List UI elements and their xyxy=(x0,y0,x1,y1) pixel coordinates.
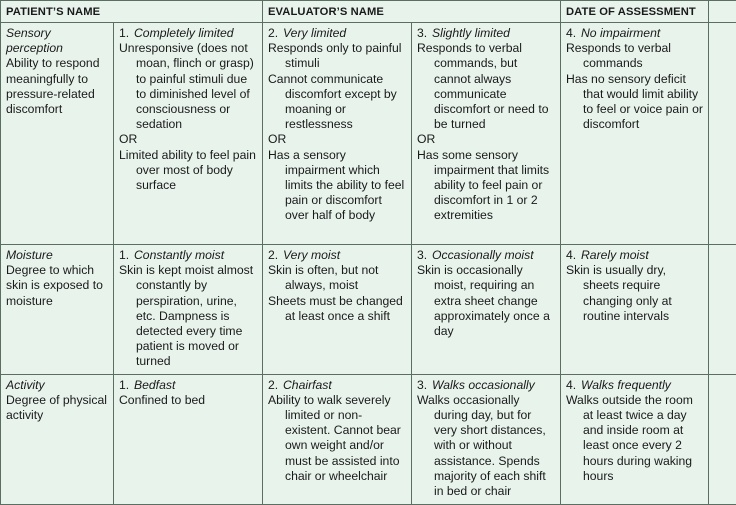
or-separator: OR xyxy=(417,132,556,147)
level-description: Has some sensory impairment that limits ability to feel pain or discomfort in 1 or 2 extremities xyxy=(417,148,556,224)
level-title-text: Occasionally moist xyxy=(432,248,534,262)
level-number: 4. xyxy=(566,248,581,263)
level-description: Has no sensory deficit that would limit ability to feel or voice pain or discomfort xyxy=(566,72,704,133)
level-description: Confined to bed xyxy=(119,393,258,408)
or-separator: OR xyxy=(119,132,258,147)
level-cell xyxy=(114,374,263,504)
table-row xyxy=(1,245,736,375)
category-cell xyxy=(1,23,114,245)
level-cell xyxy=(561,374,709,504)
category-cell xyxy=(1,245,114,375)
level-number: 3. xyxy=(417,248,432,263)
level-title xyxy=(566,378,704,393)
level-cell xyxy=(114,245,263,375)
level-title xyxy=(566,248,704,263)
level-title xyxy=(268,26,407,41)
level-number: 1. xyxy=(119,26,134,41)
level-title-text: Chairfast xyxy=(283,378,332,392)
level-number: 2. xyxy=(268,248,283,263)
level-description: Skin is usually dry, sheets require changing only at routine intervals xyxy=(566,263,704,324)
level-title-text: Very moist xyxy=(283,248,340,262)
level-description: Unresponsive (does not moan, flinch or grasp) to painful stimuli due to diminished level of consciousness or sedation xyxy=(119,41,258,132)
category-cell xyxy=(1,374,114,504)
level-number: 1. xyxy=(119,378,134,393)
level-title xyxy=(566,26,704,41)
level-description: Responds to verbal commands, but cannot always communicate discomfort or need to be turned xyxy=(417,41,556,132)
category-description: Ability to respond meaningfully to pressure-related discomfort xyxy=(6,56,109,117)
level-title xyxy=(268,248,407,263)
level-title xyxy=(417,26,556,41)
category-description: Degree to which skin is exposed to moisture xyxy=(6,263,109,309)
level-description: Responds to verbal commands xyxy=(566,41,704,71)
level-title xyxy=(119,378,258,393)
level-description: Responds only to painful stimuli xyxy=(268,41,407,71)
level-title-text: Walks frequently xyxy=(581,378,671,392)
level-title xyxy=(119,26,258,41)
table-row xyxy=(1,23,736,245)
level-title-text: Completely limited xyxy=(134,26,234,40)
category-description: Degree of physical activity xyxy=(6,393,109,423)
level-cell xyxy=(412,245,561,375)
level-title-text: No impairment xyxy=(581,26,660,40)
level-number: 2. xyxy=(268,378,283,393)
level-title-text: Rarely moist xyxy=(581,248,649,262)
level-description: Skin is kept moist almost constantly by perspiration, urine, etc. Dampness is detected every time patient is moved or turned xyxy=(119,263,258,369)
patient-name-header: PATIENT’S NAME xyxy=(1,1,263,23)
level-number: 3. xyxy=(417,26,432,41)
evaluator-name-header: EVALUATOR’S NAME xyxy=(263,1,561,23)
level-cell xyxy=(412,23,561,245)
level-description: Limited ability to feel pain over most of body surface xyxy=(119,148,258,194)
level-number: 4. xyxy=(566,26,581,41)
level-title xyxy=(119,248,258,263)
level-title xyxy=(417,378,556,393)
level-description: Skin is occasionally moist, requiring an extra sheet change approximately once a day xyxy=(417,263,556,339)
category-name: Sensory perception xyxy=(6,26,109,56)
header-row xyxy=(1,1,736,23)
level-title-text: Bedfast xyxy=(134,378,175,392)
level-cell xyxy=(263,374,412,504)
level-cell xyxy=(412,374,561,504)
score-cell xyxy=(709,374,736,504)
level-title xyxy=(268,378,407,393)
level-cell xyxy=(114,23,263,245)
level-description: Skin is often, but not always, moist xyxy=(268,263,407,293)
level-title xyxy=(417,248,556,263)
or-separator: OR xyxy=(268,132,407,147)
level-description: Walks occasionally during day, but for very short distances, with or without assistance. Spends majority of each shift in bed or chair xyxy=(417,393,556,499)
date-of-assessment-header: DATE OF ASSESSMENT xyxy=(561,1,709,23)
level-cell xyxy=(263,23,412,245)
category-name: Activity xyxy=(6,378,109,393)
category-name: Moisture xyxy=(6,248,109,263)
table-row xyxy=(1,374,736,504)
level-description: Has a sensory impairment which limits the ability to feel pain or discomfort over half of body xyxy=(268,148,407,224)
level-number: 2. xyxy=(268,26,283,41)
blank-header-cell xyxy=(709,1,736,23)
level-description: Ability to walk severely limited or non-existent. Cannot bear own weight and/or must be assisted into chair or wheelchair xyxy=(268,393,407,484)
level-description: Cannot communicate discomfort except by moaning or restlessness xyxy=(268,72,407,133)
level-cell xyxy=(263,245,412,375)
level-number: 1. xyxy=(119,248,134,263)
level-number: 4. xyxy=(566,378,581,393)
level-description: Walks outside the room at least twice a day and inside room at least once every 2 hours during waking hours xyxy=(566,393,704,484)
level-title-text: Slightly limited xyxy=(432,26,510,40)
level-cell xyxy=(561,23,709,245)
level-title-text: Walks occasionally xyxy=(432,378,535,392)
level-title-text: Very limited xyxy=(283,26,346,40)
score-cell xyxy=(709,23,736,245)
level-description: Sheets must be changed at least once a shift xyxy=(268,294,407,324)
level-cell xyxy=(561,245,709,375)
level-number: 3. xyxy=(417,378,432,393)
score-cell xyxy=(709,245,736,375)
level-title-text: Constantly moist xyxy=(134,248,224,262)
